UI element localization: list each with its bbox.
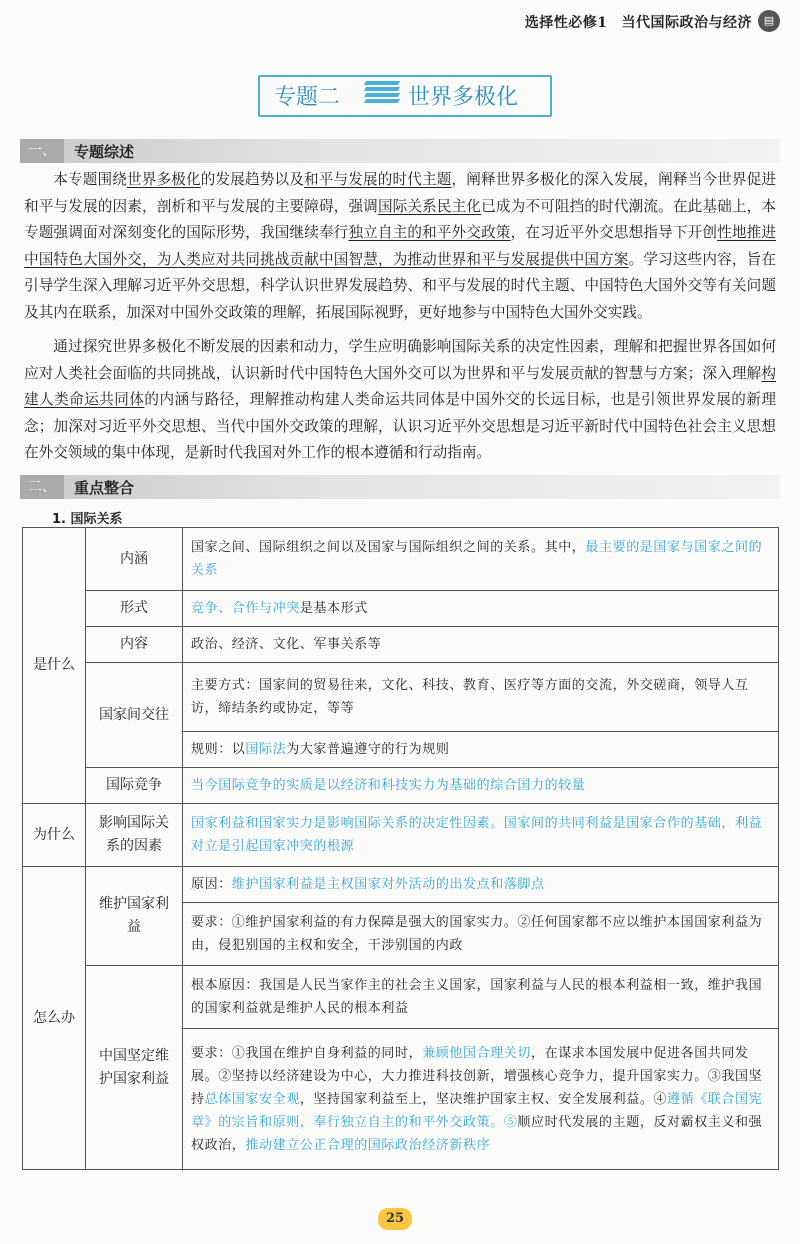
- section-bar-overview: [20, 139, 780, 163]
- running-header: [525, 12, 752, 32]
- section-number: 一、: [20, 139, 64, 163]
- row-content: 国家之间、国际组织之间以及国家与国际组织之间的关系。其中，最主要的是国家与国家之间的关系: [183, 528, 779, 591]
- row-content: 政治、经济、文化、军事关系等: [183, 627, 779, 663]
- highlighted-text: 兼顾他国合理关切: [422, 1045, 532, 1061]
- row-content: [183, 804, 779, 867]
- highlighted-text: 总体国家安全观: [204, 1091, 300, 1107]
- table-row: [23, 804, 779, 867]
- table-row: [23, 966, 779, 1029]
- underlined-term: 世界多极化: [126, 171, 201, 188]
- section-title: 重点整合: [74, 479, 135, 497]
- table-row: [23, 663, 779, 732]
- highlighted-text: 最主要的是国家与国家之间的关系: [191, 540, 763, 578]
- row-content: 要求：①我国在维护自身利益的同时，兼顾他国合理关切，在谋求本国发展中促进各国共同发展。②坚持以经济建设为中心，大力推进科技创新，增强核心竞争力，提升国家实力。③我国坚持总体国家安全观，坚持国家利益至上，坚决维护国家主权、安全发展利益。④遵循《联合国宪章》的宗旨和原则，奉行独立自主的和平外交政策。⑤顺应时代发展的主题，反对霸权主义和强权政治，推动建立公正合理的国际政治经济新秩序: [183, 1029, 779, 1170]
- highlighted-text: 竞争、合作与冲突: [191, 601, 300, 616]
- row-label: 国际竞争: [86, 768, 183, 804]
- highlighted-text: 遵循《联合国宪章》的宗旨和原则，奉行独立自主的和平外交政策。: [191, 1091, 763, 1130]
- highlighted-text: 当今国际竞争的实质是以经济和科技实力为基础的综合国力的较量: [191, 778, 586, 793]
- row-content: 根本原因：我国是人民当家作主的社会主义国家，国家利益与人民的根本利益相一致，维护我国的国家利益就是维护人民的根本利益: [183, 966, 779, 1029]
- book-badge-icon: ▤: [758, 10, 780, 32]
- underlined-term: 和平与发展的时代主题: [304, 171, 452, 188]
- category-how: 怎么办: [23, 867, 86, 1170]
- table-row: [23, 528, 779, 591]
- underlined-term: 独立自主的和平外交政策: [348, 224, 511, 241]
- category-what: 是什么: [23, 528, 86, 804]
- header-book: 选择性必修1: [524, 15, 608, 31]
- row-content: 原因：维护国家利益是主权国家对外活动的出发点和落脚点: [183, 867, 779, 903]
- stripes-icon: [365, 81, 399, 109]
- row-label: 形式: [86, 591, 183, 627]
- highlighted-text: 维护国家利益是主权国家对外活动的出发点和落脚点: [231, 877, 545, 892]
- table-row: [23, 867, 779, 903]
- underlined-term: 性地推进中国特色大国外交，为人类应对共同挑战贡献中国智慧，为推动世界和平与发展提供中国方案: [24, 224, 776, 268]
- row-label: 国家间交往: [86, 663, 183, 768]
- row-label: 内涵: [86, 528, 183, 591]
- international-relations-table: [22, 527, 779, 1170]
- highlighted-text: 国家利益和国家实力是影响国际关系的决定性因素。国家间的共同利益是国家合作的基础，利益对立是引起国家冲突的根源: [191, 816, 763, 854]
- section-bar-key-points: [20, 475, 780, 499]
- row-label: 影响国际关系的因素: [86, 804, 183, 867]
- row-label: 维护国家利益: [86, 867, 183, 966]
- highlighted-text: ⑤: [503, 1114, 518, 1130]
- highlighted-text: 推动建立公正合理的国际政治经济新秩序: [245, 1137, 491, 1153]
- row-content: 规则：以国际法为大家普遍遵守的行为规则: [183, 732, 779, 768]
- row-content: 竞争、合作与冲突是基本形式: [183, 591, 779, 627]
- topic-title: 世界多极化: [408, 85, 519, 110]
- highlighted-text: 国际法: [245, 742, 287, 757]
- category-why: 为什么: [23, 804, 86, 867]
- overview-paragraph-2: 通过探究世界多极化不断发展的因素和动力，学生应明确影响国际关系的决定性因素，理解和把握世界各国如何应对人类社会面临的共同挑战，认识新时代中国特色大国外交可以为世界和平与发展贡献的智慧与方案；深入理解构建人类命运共同体的内涵与路径，理解推动构建人类命运共同体是中国外交的长远目标，也是引领世界发展的新理念；加深对习近平外交思想、当代中国外交政策的理解，认识习近平外交思想是习近平新时代中国特色社会主义思想在外交领域的集中体现，是新时代我国对外工作的根本遵循和行动指南。: [24, 338, 776, 461]
- row-content: 主要方式：国家间的贸易往来，文化、科技、教育、医疗等方面的交流，外交磋商，领导人互访，缔结条约或协定，等等: [183, 663, 779, 732]
- section-title: 专题综述: [74, 143, 135, 161]
- table-row: [23, 768, 779, 804]
- topic-title-box: [258, 75, 552, 117]
- underlined-term: 国际关系民主化: [377, 197, 482, 215]
- table-row: [23, 627, 779, 663]
- row-content: 要求：①维护国家利益的有力保障是强大的国家实力。②任何国家都不应以维护本国国家利益为由，侵犯别国的主权和安全，干涉别国的内政: [183, 903, 779, 966]
- overview-paragraph-1: 本专题围绕世界多极化的发展趋势以及和平与发展的时代主题，阐释世界多极化的深入发展，阐释当今世界促进和平与发展的因素，剖析和平与发展的主要障碍，强调国际关系民主化已成为不可阻挡的时代潮流。在此基础上，本专题强调面对深刻变化的国际形势，我国继续奉行独立自主的和平外交政策，在习近平外交思想指导下开创性地推进中国特色大国外交，为人类应对共同挑战贡献中国智慧，为推动世界和平与发展提供中国方案。学习这些内容，旨在引导学生深入理解习近平外交思想，科学认识世界发展趋势、和平与发展的时代主题、中国特色大国外交等有关问题及其内在联系，加深对中国外交政策的理解，拓展国际视野，更好地参与中国特色大国外交实践。: [24, 171, 776, 321]
- header-subject: 当代国际政治与经济: [621, 15, 752, 31]
- subheading: 1. 国际关系: [52, 512, 123, 527]
- section-number: 二、: [20, 475, 64, 499]
- row-label: 中国坚定维护国家利益: [86, 966, 183, 1170]
- underlined-term: 构建人类命运共同体: [24, 364, 776, 408]
- table-row: [23, 591, 779, 627]
- row-content: [183, 768, 779, 804]
- page-number: 25: [378, 1208, 412, 1230]
- row-label: 内容: [86, 627, 183, 663]
- topic-number: 专题二: [274, 85, 341, 110]
